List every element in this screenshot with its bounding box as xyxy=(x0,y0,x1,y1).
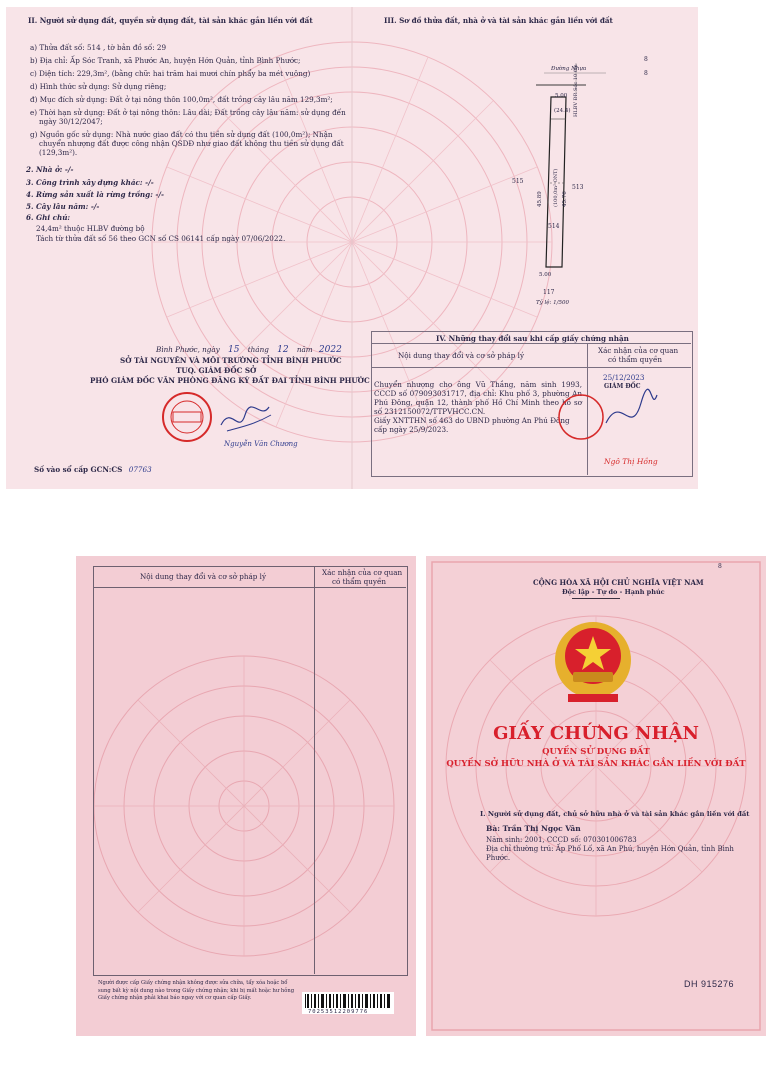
hlbv-label: HLBV ĐR Sóc 10 6m xyxy=(573,64,579,117)
changes-header-divider xyxy=(371,367,691,368)
back-column-divider xyxy=(314,566,315,974)
adjacent-parcel-bottom: 117 xyxy=(543,289,555,296)
issue-date-year-label: năm xyxy=(296,345,313,354)
changes-col-content-header: Nội dung thay đổi và cơ sở pháp lý xyxy=(398,351,525,360)
parcel-center-number: 514 xyxy=(548,223,560,230)
top-dimension: 5.00 xyxy=(555,93,568,99)
front-corner-mark: 8 xyxy=(718,563,722,570)
parcel-area: c) Diện tích: 229,3m², (bằng chữ: hai trăm hai mươi chín phẩy ba mét vuông) xyxy=(30,69,311,78)
use-term-line2: ngày 30/12/2047; xyxy=(39,117,103,126)
bottom-dimension: 5.00 xyxy=(539,272,552,278)
left-dimension: 45.89 xyxy=(537,191,543,207)
certificate-subtitle-2: QUYỀN SỞ HỮU NHÀ Ở VÀ TÀI SẢN KHÁC GẮN LIỀN VỚI ĐẤT xyxy=(446,759,746,769)
motto-underline xyxy=(572,598,620,599)
certificate-inner-spread xyxy=(6,7,698,489)
national-emblem-icon xyxy=(548,616,638,708)
adjacent-parcel-right: 513 xyxy=(572,184,584,191)
back-col-confirm-header-1: Xác nhận của cơ quan xyxy=(322,568,403,577)
back-header-divider xyxy=(93,587,406,588)
owner-address-line1: Địa chỉ thường trú: Ấp Phố Lố, xã An Phú, huyện Hớn Quản, tỉnh Bình xyxy=(486,845,734,853)
issue-date-month: 12 xyxy=(277,345,289,355)
section-1-header: I. Người sử dụng đất, chủ sở hữu nhà ở và tài sản khác gắn liền với đất xyxy=(480,810,750,818)
confirm-date: 25/12/2023 xyxy=(603,373,645,382)
issue-date-month-label: tháng xyxy=(247,345,269,354)
country-name: CỘNG HÒA XÃ HỘI CHỦ NGHĨA VIỆT NAM xyxy=(533,578,704,587)
section-2-header: II. Người sử dụng đất, quyền sử dụng đất, tài sản khác gắn liền với đất xyxy=(28,16,313,25)
right-dimension: 45.76 xyxy=(562,191,568,207)
side-mark-top: 8 xyxy=(644,56,648,63)
certificate-subtitle-1: QUYỀN SỬ DỤNG ĐẤT xyxy=(542,747,650,757)
issue-date-prefix: Bình Phước, ngày xyxy=(156,345,220,354)
barcode-number: 70253512209776 xyxy=(308,1009,369,1015)
use-form: d) Hình thức sử dụng: Sử dụng riêng; xyxy=(30,82,167,91)
certificate-title: GIẤY CHỨNG NHẬN xyxy=(493,723,699,744)
issue-date-day: 15 xyxy=(228,345,240,355)
notes-heading: 6. Ghi chú: xyxy=(26,213,71,222)
use-purpose: đ) Mục đích sử dụng: Đất ở tại nông thôn 100,0m², đất trồng cây lâu năm 129,3m²; xyxy=(30,95,333,104)
certificate-back-cover xyxy=(76,556,416,1036)
changes-col-confirm-header-2: có thẩm quyền xyxy=(608,355,663,364)
back-changes-table xyxy=(93,566,408,976)
issue-date xyxy=(156,345,342,355)
page-separator xyxy=(0,512,769,542)
origin-line1: g) Nguồn gốc sử dụng: Nhà nước giao đất có thu tiền sử dụng đất (100,0m²); Nhận xyxy=(30,130,333,139)
changes-col-confirm-header-1: Xác nhận của cơ quan xyxy=(598,346,679,355)
registry-number-label: Số vào sổ cấp GCN:CS xyxy=(34,465,123,474)
perennial-item: 5. Cây lâu năm: -/- xyxy=(26,202,100,211)
adjacent-parcel-left: 515 xyxy=(512,178,524,185)
certificate-front-cover xyxy=(426,556,766,1036)
registry-number xyxy=(34,465,152,474)
change-entry-marital-status: Giấy XNTTHN số 463 do UBND phường An Phú Đông cấp ngày 25/9/2023. xyxy=(374,416,570,434)
issuing-agency: SỞ TÀI NGUYÊN VÀ MÔI TRƯỜNG TỈNH BÌNH PHƯỚC xyxy=(120,356,342,365)
use-term-line1: e) Thời hạn sử dụng: Đất ở tại nông thôn: Lâu dài; Đất trồng cây lâu năm: sử dụng đến xyxy=(30,108,346,117)
usage-warning: Người được cấp Giấy chứng nhận không được sửa chữa, tẩy xóa hoặc bổ sung bất kỳ nội dung nào trong Giấy chứng nhận; khi bị mất hoặc hư hỏng Giấy chứng nhận phải khai báo ngay với cơ quan cấp Giấy. xyxy=(98,980,295,1001)
confirm-title: GIÁM ĐỐC xyxy=(604,383,641,390)
road-label: Đường Nhựa xyxy=(551,66,587,72)
registry-number-value: 07763 xyxy=(128,465,152,474)
section-3-header: III. Sơ đồ thửa đất, nhà ở và tài sản khác gắn liền với đất xyxy=(384,16,613,25)
owner-address-line2: Phước. xyxy=(486,854,511,862)
authorization-line: TUQ. GIÁM ĐỐC SỞ xyxy=(176,366,257,375)
note-line2: Tách từ thửa đất số 56 theo GCN số CS 06141 cấp ngày 07/06/2022. xyxy=(36,234,286,243)
side-mark-mid: 8 xyxy=(644,70,648,77)
owner-name: Bà: Trần Thị Ngọc Vân xyxy=(486,824,581,833)
top-dimension-hlbv: (24.4) xyxy=(554,108,571,114)
signer-name: Nguyễn Văn Chương xyxy=(224,440,298,448)
issue-date-year: 2022 xyxy=(318,345,342,355)
signer-position: PHÓ GIÁM ĐỐC VĂN PHÒNG ĐĂNG KÝ ĐẤT ĐAI TỈNH BÌNH PHƯỚC xyxy=(90,376,370,385)
forest-item: 4. Rừng sản xuất là rừng trồng: -/- xyxy=(26,190,164,199)
owner-birth-id: Năm sinh: 2001, CCCD số: 070301006783 xyxy=(486,836,637,844)
back-col-confirm-header-2: có thẩm quyền xyxy=(332,577,387,586)
national-motto: Độc lập - Tự do - Hạnh phúc xyxy=(562,588,665,596)
house-item: 2. Nhà ở: -/- xyxy=(26,165,74,174)
parcel-number: a) Thửa đất số: 514 , tờ bản đồ số: 29 xyxy=(30,43,167,52)
confirm-signer: Ngô Thị Hồng xyxy=(604,457,658,466)
confirm-seal-and-signature xyxy=(551,383,661,453)
map-scale: Tỷ lệ: 1/500 xyxy=(536,300,569,306)
changes-title: IV. Những thay đổi sau khi cấp giấy chứng nhận xyxy=(436,334,629,343)
parcel-address: b) Địa chỉ: Ấp Sóc Tranh, xã Phước An, huyện Hớn Quản, tỉnh Bình Phước; xyxy=(30,56,301,65)
origin-line2: chuyển nhượng đất được công nhận QSDĐ như giao đất không thu tiền sử dụng đất xyxy=(39,139,344,148)
change-entry-transfer: Chuyển nhượng cho ông Vũ Thắng, năm sinh 1993, CCCD số 079093031717, địa chỉ: Khu phố 3, phường An Phú Đông, quận 12, thành phố Hồ Chí Minh theo hồ sơ số 2312150072/TTPVHCC.CN. xyxy=(374,380,582,416)
ont-area-label: (100,0m² ONT) xyxy=(553,168,559,207)
other-construction-item: 3. Công trình xây dựng khác: -/- xyxy=(26,178,154,187)
certificate-serial: DH 915276 xyxy=(684,979,735,989)
back-col-content-header: Nội dung thay đổi và cơ sở pháp lý xyxy=(140,572,267,581)
note-line1: 24,4m² thuộc HLBV đường bộ xyxy=(36,224,145,233)
origin-line3: (129,3m²). xyxy=(39,148,78,157)
